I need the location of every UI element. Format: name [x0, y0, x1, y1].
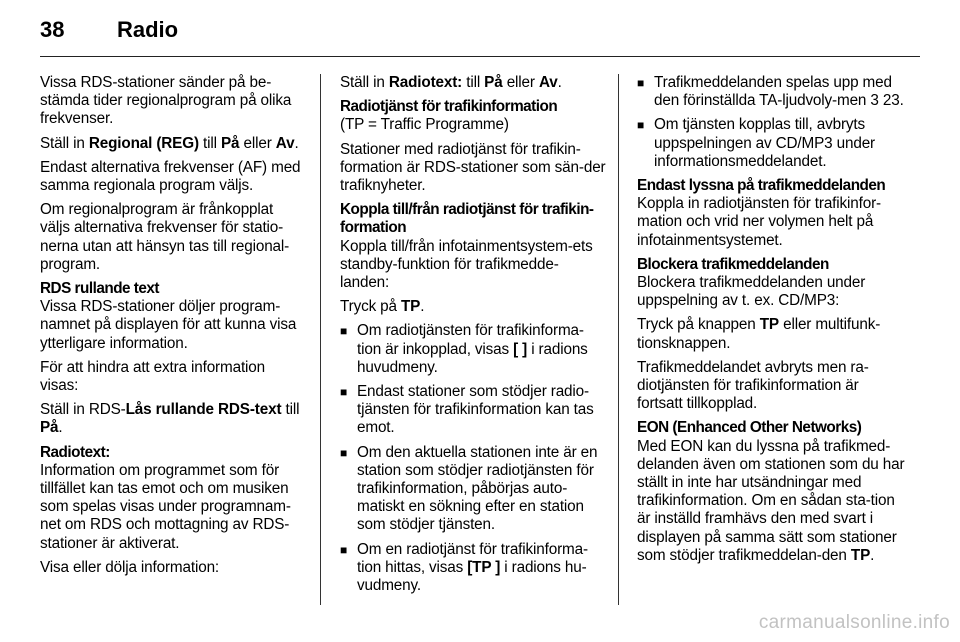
- paragraph: Stationer med radiotjänst för trafikin-formation är RDS-stationer som sän-der trafiknyheter.: [340, 140, 606, 195]
- paragraph: Blockera trafikmeddelanden under uppspelning av t. ex. CD/MP3:: [637, 274, 866, 310]
- section-heading: Koppla till/från radiotjänst för trafikin-formation: [340, 201, 594, 237]
- bullet-icon: ■: [340, 445, 348, 460]
- bullet-icon: ■: [340, 385, 348, 400]
- list-item: ■ Om en radiotjänst för trafikinforma-tion hittas, visas [TP ] i radions hu-vudmeny.: [340, 540, 588, 595]
- bullet-icon: ■: [340, 542, 348, 557]
- column-3: [637, 74, 907, 571]
- paragraph: Om regionalprogram är frånkopplat väljs alternativa frekvenser för statio-nerna utan att hänsyn tas till regional-program.: [40, 201, 290, 273]
- column-2: [340, 74, 606, 601]
- paragraph: Endast alternativa frekvenser (AF) med samma regionala program väljs.: [40, 158, 301, 195]
- list-item: ■ Om radiotjänsten för trafikinforma-tion är inkopplad, visas [ ] i radions huvudmeny.: [340, 322, 588, 376]
- paragraph: Ställ in Regional (REG) till På eller Av.: [40, 134, 299, 152]
- column-1: [40, 74, 306, 583]
- section-heading: RDS rullande text: [40, 280, 159, 298]
- list-item: ■ Om den aktuella stationen inte är en station som stödjer radiotjänsten för trafikinformation, påbörjas auto-matiskt en sökning efter en station som stödjer tjänsten.: [340, 443, 598, 534]
- paragraph: För att hindra att extra information visas:: [40, 358, 266, 395]
- page-title: Radio: [117, 17, 179, 42]
- paragraph: Information om programmet som för tillfället kan tas emot och om musiken som spelas visas under programnam-net om RDS och mottagning av RDS-stationer är aktiverat.: [40, 461, 291, 552]
- paragraph: Trafikmeddelandet avbryts men ra-diotjänsten för trafikinformation är fortsatt tillkopplad.: [637, 358, 869, 413]
- bullet-icon: ■: [637, 118, 645, 133]
- paragraph: Ställ in Radiotext: till På eller Av.: [340, 74, 562, 91]
- paragraph: (TP = Traffic Programme): [340, 116, 509, 134]
- page-number: 38: [40, 17, 65, 42]
- paragraph: Visa eller dölja information:: [40, 558, 220, 576]
- section-heading: Radiotjänst för trafikinformation: [340, 98, 558, 116]
- list-item: ■ Om tjänsten kopplas till, avbryts uppspelningen av CD/MP3 under informationsmeddelandet.: [637, 116, 875, 170]
- paragraph: Vissa RDS-stationer sänder på be-stämda tider regionalprogram på olika frekvenser.: [40, 74, 292, 128]
- column-divider-2: [618, 74, 619, 605]
- page-reference-icon[interactable]: 3: [870, 92, 879, 110]
- paragraph: Koppla till/från infotainmentsystem-ets standby-funktion för trafikmedde-landen:: [340, 237, 593, 292]
- section-heading: EON (Enhanced Other Networks): [637, 419, 862, 437]
- section-heading: Endast lyssna på trafikmeddelanden: [637, 177, 886, 195]
- column-divider-1: [320, 74, 321, 605]
- list-item: ■ Endast stationer som stödjer radio-tjänsten för trafikinformation kan tas emot.: [340, 383, 594, 437]
- section-heading: Blockera trafikmeddelanden: [637, 255, 829, 273]
- section-heading: Radiotext:: [40, 443, 110, 461]
- paragraph: Tryck på TP.: [340, 298, 425, 316]
- paragraph: Tryck på knappen TP eller multifunk-tionsknappen.: [637, 316, 881, 352]
- paragraph: Vissa RDS-stationer döljer program-namnet på displayen för att kunna visa ytterligare information.: [40, 298, 297, 352]
- paragraph: Koppla in radiotjänsten för trafikinfor-mation och vrid ner volymen helt på infotainmentsystemet.: [637, 195, 881, 249]
- watermark: carmanualsonline.info: [758, 612, 950, 633]
- header-rule: [40, 56, 920, 57]
- bullet-icon: ■: [340, 324, 348, 339]
- paragraph: Ställ in RDS-Lås rullande RDS-text till På.: [40, 401, 300, 437]
- list-item: ■ Trafikmeddelanden spelas upp med den förinställda TA-ljudvoly-men 3 23.: [637, 74, 904, 110]
- paragraph: Med EON kan du lyssna på trafikmed-delanden även om stationen som du har ställt in inte har utsändningar med trafikinformation. Om en sådan sta-tion är inställd framhävs den med svart i displayen på samma sätt som stationer som stödjer trafikmeddelan-den TP.: [637, 437, 905, 564]
- bullet-icon: ■: [637, 76, 645, 90]
